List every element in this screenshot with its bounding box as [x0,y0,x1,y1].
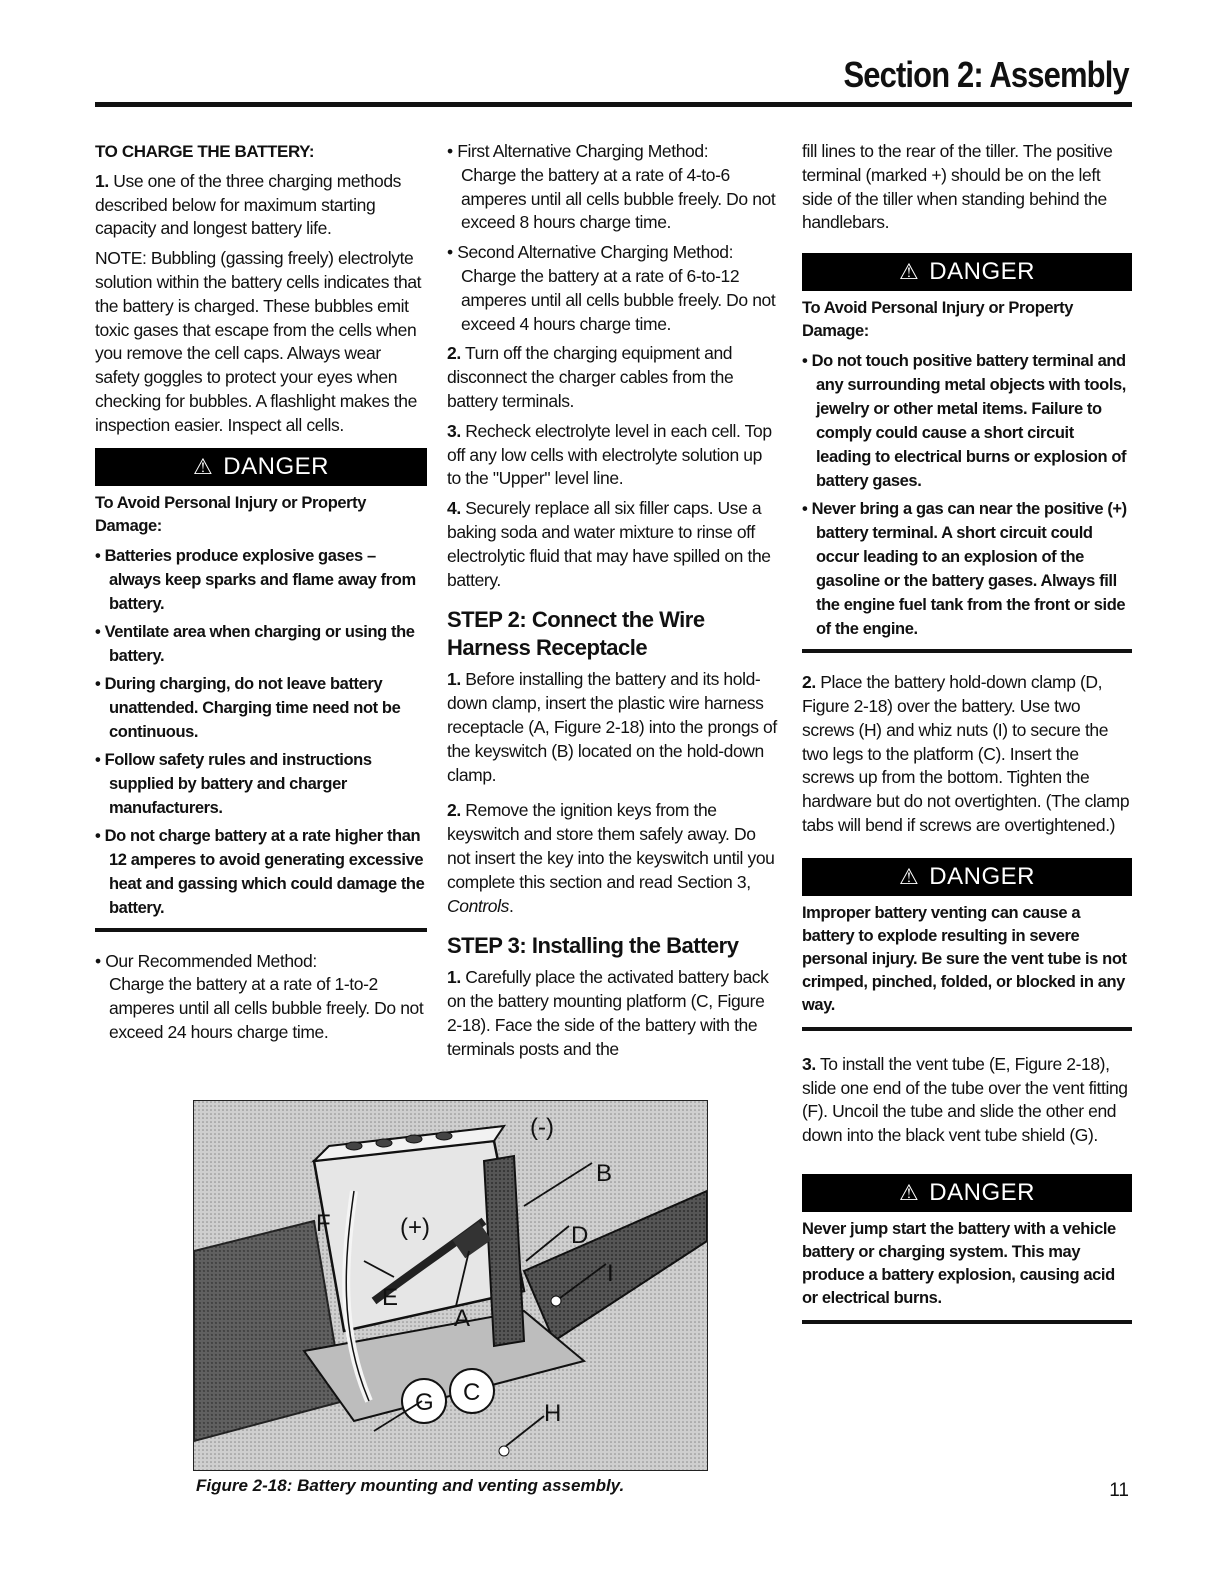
header-rule [95,102,1132,107]
danger-heading: To Avoid Personal Injury or Property Damage: [802,299,1074,341]
method-text: Charge the battery at a rate of 1-to-2 amperes until all cells bubble freely. Do not exceed 24 hours charge time. [109,974,424,1042]
danger-banner [802,858,1132,896]
danger-heading: To Avoid Personal Injury or Property Damage: [95,493,367,535]
step-text: Use one of the three charging methods described below for maximum starting capacity and longest battery life. [95,170,402,239]
charge-step-3 [447,420,777,491]
step-number: 3. [447,420,461,441]
danger-label: DANGER [929,1179,1035,1207]
label-i: I [607,1260,614,1287]
step-text: Securely replace all six filler caps. Use a baking soda and water mixture to rinse off electrolytic fluid that may have spilled on the battery. [447,498,771,590]
label-f: F [316,1210,331,1237]
label-plus: (+) [400,1214,430,1241]
charge-heading: TO CHARGE THE BATTERY: [95,142,315,161]
step-text: Turn off the charging equipment and disconnect the charger cables from the battery terminals. [447,343,734,411]
danger-text: Never jump start the battery with a vehicle battery or charging system. This may produce a battery explosion, causing acid or electrical burns. [802,1219,1116,1307]
method-title: Our Recommended Method: [105,950,317,971]
label-b: B [596,1160,613,1187]
method-first-alternative: • First Alternative Charging Method: Charge the battery at a rate of 4-to-6 amperes until all cells bubble freely. Do not exceed 8 hours charge time. [447,141,776,233]
danger-item-text: Ventilate area when charging or using the battery. [104,622,415,665]
danger-label: DANGER [223,452,329,480]
danger-banner [95,448,427,486]
step-number: 2. [802,672,816,693]
step-2-heading: STEP 2: Connect the Wire Harness Receptacle [447,607,705,661]
step-2-item-2 [447,799,777,918]
note-paragraph: NOTE: Bubbling (gassing freely) electrolyte solution within the battery cells indicates that the battery is charged. These bubbles emit toxic gases that escape from the cells when you remove the cell caps. Always wear safety goggles to protect your eyes when checking for bubbles. A flashlight makes the inspection easier. Inspect all cells. [95,248,422,435]
danger-banner [802,1174,1132,1212]
warning-triangle-icon: ⚠ [899,259,920,285]
danger-item: • Do not charge battery at a rate higher than 12 amperes to avoid generating excessive heat and gassing which could damage the battery. [95,826,425,917]
danger-text: Improper battery venting can cause a battery to explode resulting in severe personal injury. Be sure the vent tube is not crimped, pinched, folded, or blocked in any way. [802,903,1127,1014]
label-c: C [463,1379,481,1406]
column-3 [802,140,1132,1342]
continued-text: fill lines to the rear of the tiller. The positive terminal (marked +) should be on the left side of the tiller when standing behind the handlebars. [802,141,1113,233]
danger-item-text: Follow safety rules and instructions supplied by battery and charger manufacturers. [104,750,372,817]
danger-item-text: Batteries produce explosive gases – always keep sparks and flame away from battery. [104,546,416,613]
danger-item-text: During charging, do not leave battery unattended. Charging time need not be continuous. [104,674,401,741]
danger-label: DANGER [929,862,1035,890]
warning-triangle-icon: ⚠ [899,1180,920,1206]
step-3-item-3 [802,1053,1132,1148]
danger-item: • Batteries produce explosive gases – always keep sparks and flame away from battery. [95,546,416,613]
label-g: G [415,1389,434,1416]
label-a: A [454,1305,471,1332]
step-number: 4. [447,498,461,519]
label-minus: (-) [530,1114,554,1141]
danger-item: • Do not touch positive battery terminal and any surrounding metal objects with tools, jewelry or other metal items. Failure to comply could cause a short circuit leading to electrical burns or explosion of battery gases. [802,352,1127,491]
danger-banner [802,253,1132,291]
battery-illustration [194,1101,707,1470]
step-number: 2. [447,343,461,364]
charge-step-2 [447,342,777,413]
danger-label: DANGER [929,258,1035,286]
step-text: Carefully place the activated battery back on the battery mounting platform (C, Figure 2-18). Face the side of the battery with the terminals posts and the [447,967,769,1059]
step-number: 3. [802,1053,816,1074]
danger-item: • Ventilate area when charging or using the battery. [95,622,415,665]
section-title: Section 2: Assembly [843,54,1129,95]
method-text: Charge the battery at a rate of 6-to-12 amperes until all cells bubble freely. Do not exceed 4 hours charge time. [461,265,776,334]
step-number: 1. [447,669,461,690]
danger-box [95,492,427,932]
danger-list [95,544,427,920]
step-2-item-1 [447,668,777,787]
step-text: Remove the ignition keys from the keyswitch and store them safely away. Do not insert the key into the keyswitch until you complete this section and read Section 3, [447,800,775,892]
label-d: D [571,1222,589,1249]
danger-item: • During charging, do not leave battery unattended. Charging time need not be continuous. [95,674,401,741]
step-number: 1. [95,170,109,191]
figure-caption: Figure 2-18: Battery mounting and venting assembly. [196,1476,625,1495]
column-1 [95,140,427,1051]
danger-item: • Never bring a gas can near the positive (+) battery terminal. A short circuit could occur leading to an explosion of the gasoline or the battery gases. Always fill the engine fuel tank from the front or side of the engine. [802,500,1127,639]
warning-triangle-icon: ⚠ [899,863,920,889]
page-number: 11 [1109,1480,1129,1501]
controls-reference: Controls [447,895,509,916]
step-3-heading: STEP 3: Installing the Battery [447,933,739,959]
column-2 [447,140,777,1068]
step-text: Before installing the battery and its hold-down clamp, insert the plastic wire harness receptacle (A, Figure 2-18) into the prongs of the keyswitch (B) located on the hold-down clamp. [447,669,777,785]
step-text-end: . [508,895,514,916]
danger-item-text: Do not charge battery at a rate higher than 12 amperes to avoid generating excessive heat and gassing which could damage the battery. [104,826,425,917]
label-e: E [382,1284,399,1311]
danger-box [802,1218,1132,1324]
warning-triangle-icon: ⚠ [193,453,214,479]
method-second-alternative: • Second Alternative Charging Method: Charge the battery at a rate of 6-to-12 amperes until all cells bubble freely. Do not exceed 4 hours charge time. [447,242,776,334]
step-text: Recheck electrolyte level in each cell. Top off any low cells with electrolyte solution up to the "Upper" level line. [447,420,772,489]
step-number: 1. [447,967,461,988]
step-text: To install the vent tube (E, Figure 2-18), slide one end of the tube over the vent fitting (F). Uncoil the tube and slide the other end down into the black vent tube shield (G). [802,1053,1128,1146]
danger-box [802,902,1132,1031]
danger-box [802,297,1132,653]
danger-item-text: Do not touch positive battery terminal and any surrounding metal objects with tools, jewelry or other metal items. Failure to comply could cause a short circuit leading to electrical burns or explosion of battery gases. [811,352,1127,491]
battery-figure [193,1100,708,1471]
method-title: Second Alternative Charging Method: [457,242,734,263]
charge-step-4 [447,497,777,592]
method-text: Charge the battery at a rate of 4-to-6 amperes until all cells bubble freely. Do not exceed 8 hours charge time. [461,164,776,233]
step-3-item-2 [802,671,1132,838]
danger-item: • Follow safety rules and instructions supplied by battery and charger manufacturers. [95,750,372,817]
danger-item-text: Never bring a gas can near the positive (+) battery terminal. A short circuit could occur leading to an explosion of the gasoline or the battery gases. Always fill the engine fuel tank from the front or side of the engine. [811,500,1127,639]
method-title: First Alternative Charging Method: [457,141,709,161]
step-text: Place the battery hold-down clamp (D, Figure 2-18) over the battery. Use two screws (H) and whiz nuts (I) to secure the two legs to the platform (C). Insert the screws up from the bottom. Tighten the hardware but do not overtighten. (The clamp tabs will bend if screws are overtightened.) [802,672,1130,835]
step-3-item-1 [447,966,777,1061]
label-h: H [544,1400,562,1427]
charge-step-1 [95,170,427,241]
danger-list [802,349,1132,641]
step-number: 2. [447,800,461,821]
method-recommended: • Our Recommended Method: Charge the battery at a rate of 1-to-2 amperes until all cells bubble freely. Do not exceed 24 hours charge time. [95,950,424,1042]
